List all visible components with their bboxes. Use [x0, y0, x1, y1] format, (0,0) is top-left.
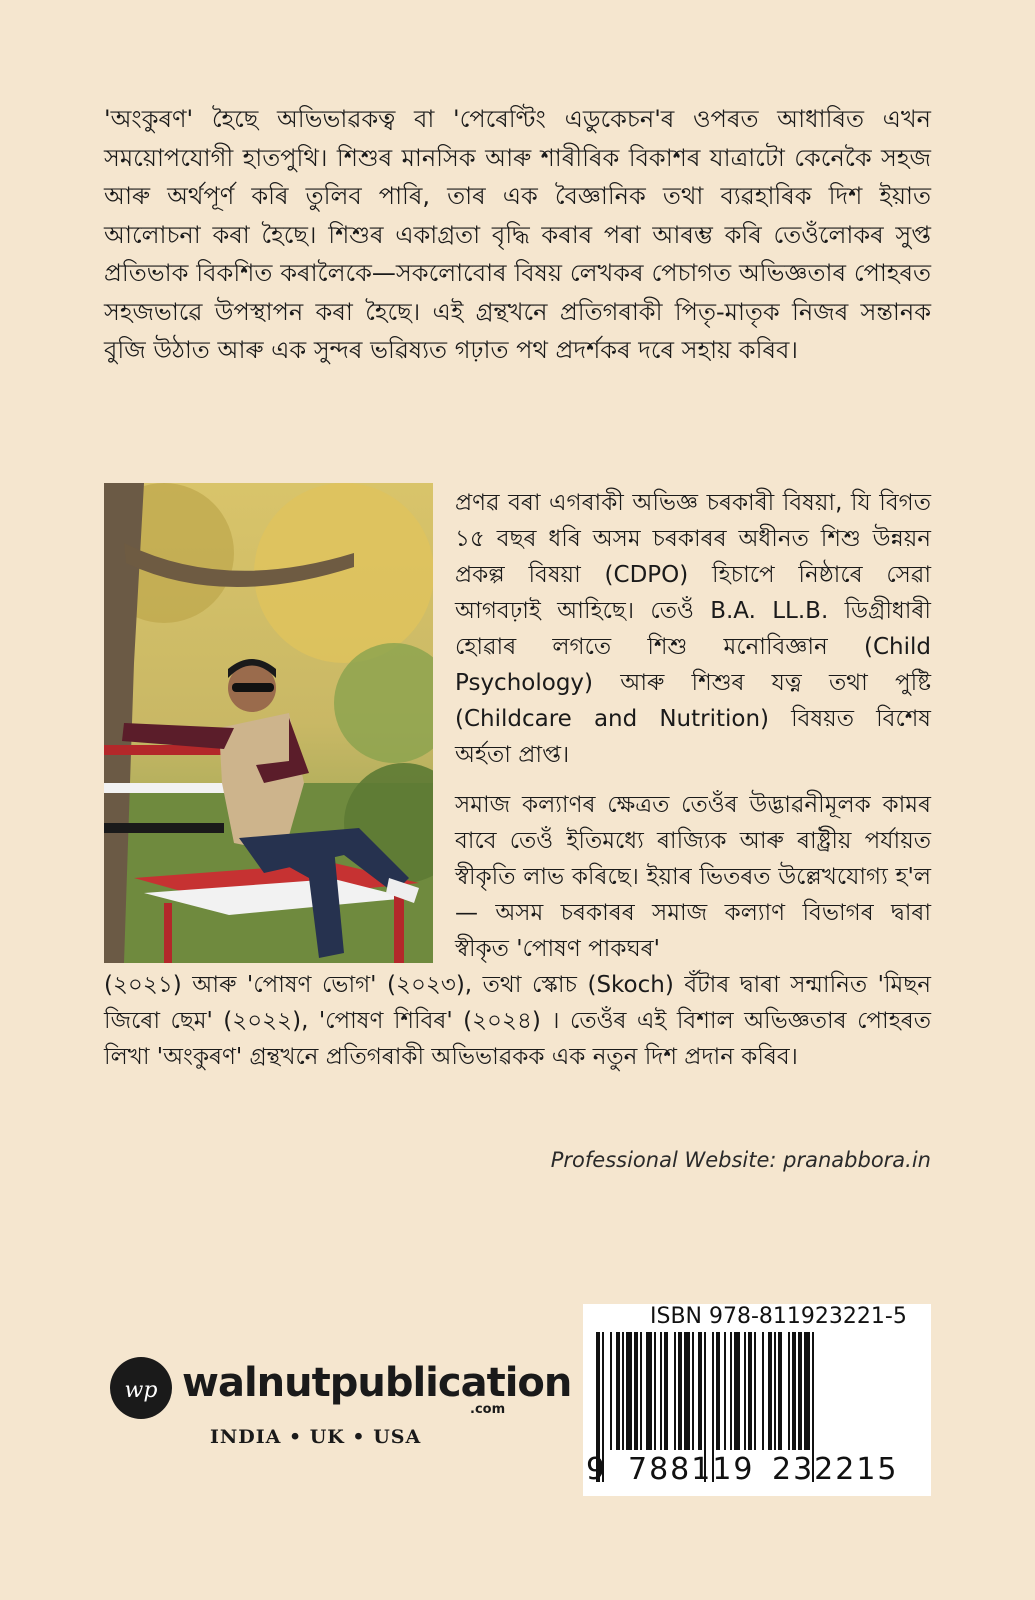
barcode-bar: [646, 1332, 652, 1450]
barcode-bar: [654, 1332, 656, 1450]
barcode-bar: [664, 1332, 668, 1450]
barcode-bar: [748, 1332, 752, 1450]
barcode-digit-group-right: 232215: [772, 1452, 899, 1487]
barcode-bar: [674, 1332, 676, 1450]
barcode-bar: [660, 1332, 662, 1450]
barcode-bar: [724, 1332, 726, 1450]
barcode-bar: [730, 1332, 732, 1450]
barcode-bar: [616, 1332, 620, 1450]
barcode-bar: [774, 1332, 776, 1450]
barcode-first-digit: 9: [586, 1452, 606, 1487]
barcode-bar: [684, 1332, 690, 1450]
publisher-domain-suffix: .com: [470, 1402, 506, 1417]
isbn-label: ISBN 978-811923221-5: [650, 1304, 907, 1329]
barcode-bar: [640, 1332, 642, 1450]
publisher-countries: INDIA • UK • USA: [210, 1426, 422, 1448]
barcode-bar: [768, 1332, 772, 1450]
barcode-bar: [798, 1332, 802, 1450]
barcode-bar: [626, 1332, 632, 1450]
barcode-bar: [754, 1332, 756, 1450]
author-bio-continuation: (২০২১) আৰু 'পোষণ ভোগ' (২০২৩), তথা স্কোচ (Skoch) বঁটাৰ দ্বাৰা সন্মানিত 'মিছন জিৰো ছেম' (২০২২), 'পোষণ শিবিৰ' (২০২৪) । তেওঁৰ এই বিশাল অভিজ্ঞতাৰ পোহৰত লিখা 'অংকুৰণ' গ্ৰন্থখনে প্ৰতিগৰাকী অভিভাৱকক এক নতুন দিশ প্ৰদান কৰিব।: [104, 972, 931, 1070]
barcode-bar: [622, 1332, 624, 1450]
publisher-logo-initials: wp: [124, 1378, 158, 1403]
barcode-bar: [634, 1332, 638, 1450]
author-website: Professional Website: pranabbora.in: [550, 1148, 931, 1172]
barcode-digit-group-left: 788119: [628, 1452, 755, 1487]
author-bio-first: প্ৰণৱ বৰা এগৰাকী অভিজ্ঞ চৰকাৰী বিষয়া, যি বিগত ১৫ বছৰ ধৰি অসম চৰকাৰৰ অধীনত শিশু উন্নয়ন প্ৰকল্প বিষয়া (CDPO) হিচাপে নিষ্ঠাৰে সেৱা আগবঢ়াই আহিছে। তেওঁ B.A. LL.B. ডিগ্ৰীধাৰী হোৱাৰ লগতে শিশু মনোবিজ্ঞান (Child Psychology) আৰু শিশুৰ যত্ন তথা পুষ্টি (Childcare and Nutrition) বিষয়ত বিশেষ অৰ্হতা প্ৰাপ্ত।: [455, 490, 931, 768]
barcode-bar: [744, 1332, 746, 1450]
publisher-logo-icon: [110, 1357, 172, 1419]
barcode-bar: [692, 1332, 694, 1450]
barcode-bar: [678, 1332, 682, 1450]
intro-paragraph: 'অংকুৰণ' হৈছে অভিভাৱকত্ব বা 'পেৰেণ্টিং এডুকেচন'ৰ ওপৰত আধাৰিত এখন সময়োপযোগী হাতপুথি। শিশুৰ মানসিক আৰু শাৰীৰিক বিকাশৰ যাত্ৰাটো কেনেকৈ সহজ আৰু অৰ্থপূৰ্ণ কৰি তুলিব পাৰি, তাৰ এক বৈজ্ঞানিক তথা ব্যৱহাৰিক দিশ ইয়াত আলোচনা কৰা হৈছে। শিশুৰ একাগ্ৰতা বৃদ্ধি কৰাৰ পৰা আৰম্ভ কৰি তেওঁলোকৰ সুপ্ত প্ৰতিভাক বিকশিত কৰালৈকে—সকলোবোৰ বিষয় লেখকৰ পেচাগত অভিজ্ঞতাৰ পোহৰত সহজভাৱে উপস্থাপন কৰা হৈছে। এই গ্ৰন্থখনে প্ৰতিগৰাকী পিতৃ-মাতৃক নিজৰ সন্তানক বুজি উঠাত আৰু এক সুন্দৰ ভৱিষ্যত গঢ়াত পথ প্ৰদৰ্শকৰ দৰে সহায় কৰিব।: [104, 105, 931, 364]
barcode-bar: [762, 1332, 764, 1450]
barcode-bar: [734, 1332, 740, 1450]
author-photo: [104, 483, 433, 963]
barcode-bar: [804, 1332, 810, 1450]
barcode-bar: [610, 1332, 612, 1450]
barcode-bar: [698, 1332, 702, 1450]
barcode-bar: [792, 1332, 796, 1450]
barcode-bar: [778, 1332, 782, 1450]
barcode-bar: [716, 1332, 720, 1450]
barcode-bar: [788, 1332, 790, 1450]
author-bio-second: সমাজ কল্যাণৰ ক্ষেত্ৰত তেওঁৰ উদ্ভাৱনীমূলক কামৰ বাবে তেওঁ ইতিমধ্যে ৰাজ্যিক আৰু ৰাষ্ট্ৰীয় পৰ্যায়ত স্বীকৃতি লাভ কৰিছে। ইয়াৰ ভিতৰত উল্লেখযোগ্য হ'ল— অসম চৰকাৰৰ সমাজ কল্যাণ বিভাগৰ দ্বাৰা স্বীকৃত 'পোষণ পাকঘৰ': [455, 792, 931, 962]
publisher-name: walnutpublication: [182, 1360, 572, 1406]
